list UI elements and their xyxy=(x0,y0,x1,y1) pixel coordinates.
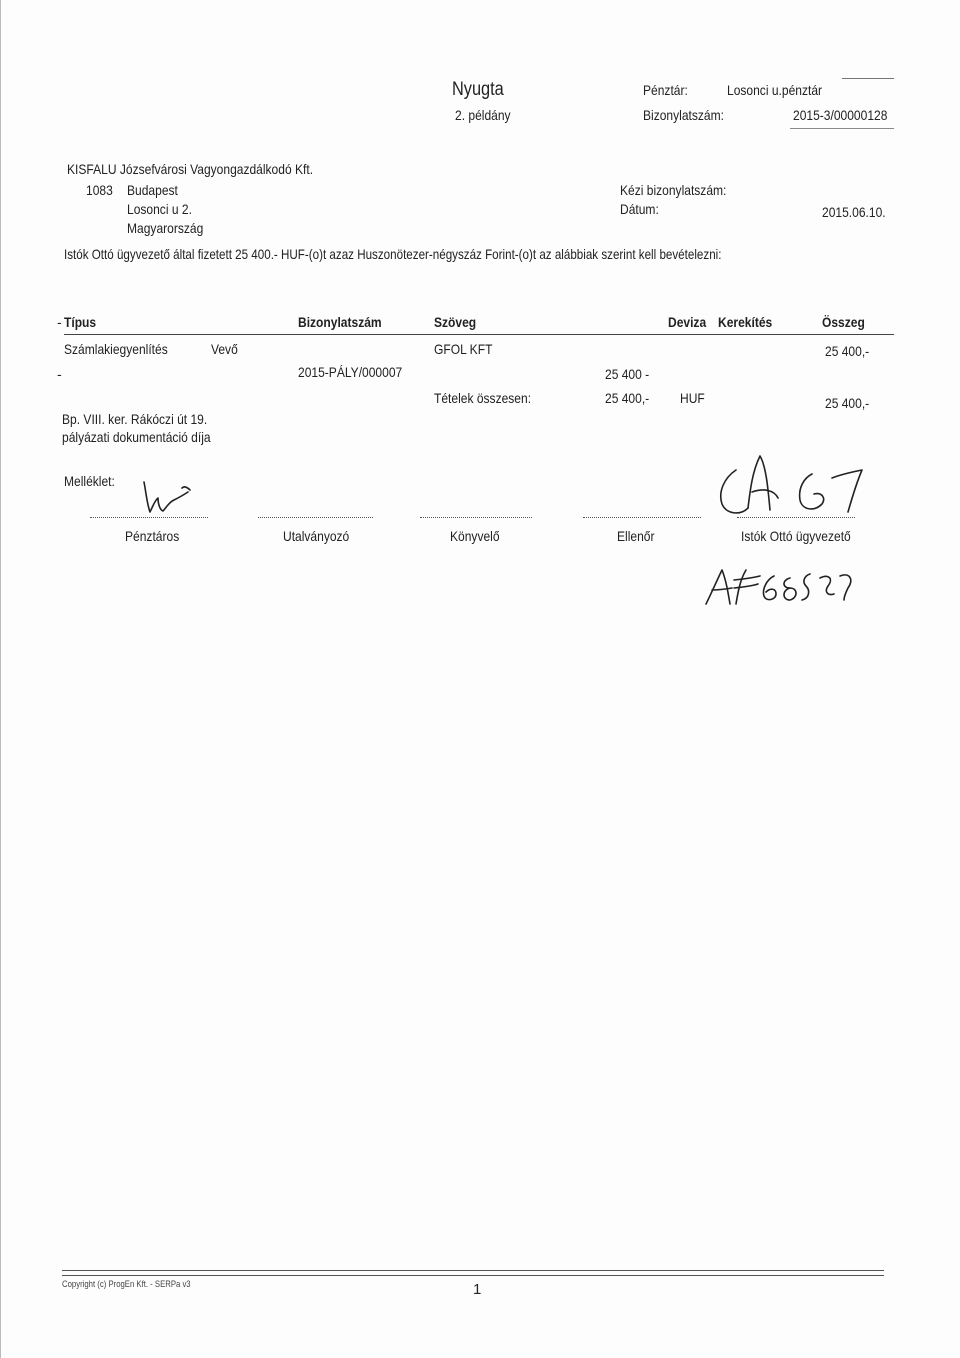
payer-signature xyxy=(712,448,872,520)
row-party: Vevő xyxy=(211,341,238,357)
row-dash: - xyxy=(57,366,62,382)
handwritten-annotation xyxy=(702,566,862,608)
company-city: Budapest xyxy=(127,182,178,198)
table-header-rule xyxy=(64,334,894,335)
summary-currency: HUF xyxy=(680,390,705,406)
footer-rule-top xyxy=(62,1270,884,1271)
company-street: Losonci u 2. xyxy=(127,201,192,217)
company-postal-code: 1083 xyxy=(86,182,113,198)
doc-number-underline xyxy=(790,128,894,129)
column-header-currency: Deviza xyxy=(668,314,707,330)
authorizer-label: Utalványozó xyxy=(283,528,350,544)
table-header-dash: - xyxy=(57,314,62,330)
doc-number-value: 2015-3/00000128 xyxy=(793,107,888,123)
cashier-signature xyxy=(138,478,198,518)
authorizer-signature-line xyxy=(258,517,373,518)
row-line-amount: 25 400 - xyxy=(605,366,650,382)
date-value: 2015.06.10. xyxy=(822,204,886,220)
column-header-doc-number: Bizonylatszám xyxy=(298,314,382,330)
column-header-total: Összeg xyxy=(822,314,865,330)
accountant-label: Könyvelő xyxy=(450,528,500,544)
note-address: Bp. VIII. ker. Rákóczi út 19. xyxy=(62,411,208,427)
date-label: Dátum: xyxy=(620,201,659,217)
row-doc-number: 2015-PÁLY/000007 xyxy=(298,364,403,380)
page-number: 1 xyxy=(473,1281,482,1298)
receipt-title: Nyugta xyxy=(452,79,504,100)
header-rule xyxy=(842,78,894,79)
row-type: Számlakiegyenlítés xyxy=(64,341,168,357)
cashier-label: Pénztáros xyxy=(125,528,180,544)
doc-number-label: Bizonylatszám: xyxy=(643,107,724,123)
company-name: KISFALU Józsefvárosi Vagyongazdálkodó Kft. xyxy=(67,161,314,177)
scan-edge xyxy=(0,0,1,1358)
row-total: 25 400,- xyxy=(825,343,870,359)
summary-label: Tételek összesen: xyxy=(434,390,532,406)
column-header-type: Típus xyxy=(64,314,97,330)
footer-rule-bottom xyxy=(62,1275,884,1276)
accountant-signature-line xyxy=(420,517,532,518)
column-header-text: Szöveg xyxy=(434,314,477,330)
controller-label: Ellenőr xyxy=(617,528,655,544)
company-country: Magyarország xyxy=(127,220,204,236)
column-header-rounding: Kerekítés xyxy=(718,314,773,330)
copyright-text: Copyright (c) ProgEn Kft. - SERPa v3 xyxy=(62,1279,191,1289)
row-text: GFOL KFT xyxy=(434,341,493,357)
cash-register-value: Losonci u.pénztár xyxy=(727,82,823,98)
summary-amount: 25 400,- xyxy=(605,390,650,406)
controller-signature-line xyxy=(583,517,701,518)
summary-total: 25 400,- xyxy=(825,395,870,411)
note-description: pályázati dokumentáció díja xyxy=(62,429,211,445)
payment-statement: Istók Ottó ügyvezető által fizetett 25 400.- HUF-(o)t azaz Huszonötezer-négyszáz Forint-(o)t az alábbiak szerint kell bevételezni: xyxy=(64,246,722,262)
manual-doc-label: Kézi bizonylatszám: xyxy=(620,182,727,198)
copy-number: 2. példány xyxy=(455,107,511,123)
cash-register-label: Pénztár: xyxy=(643,82,688,98)
attachment-label: Melléklet: xyxy=(64,473,115,489)
payer-label: Istók Ottó ügyvezető xyxy=(741,528,851,544)
